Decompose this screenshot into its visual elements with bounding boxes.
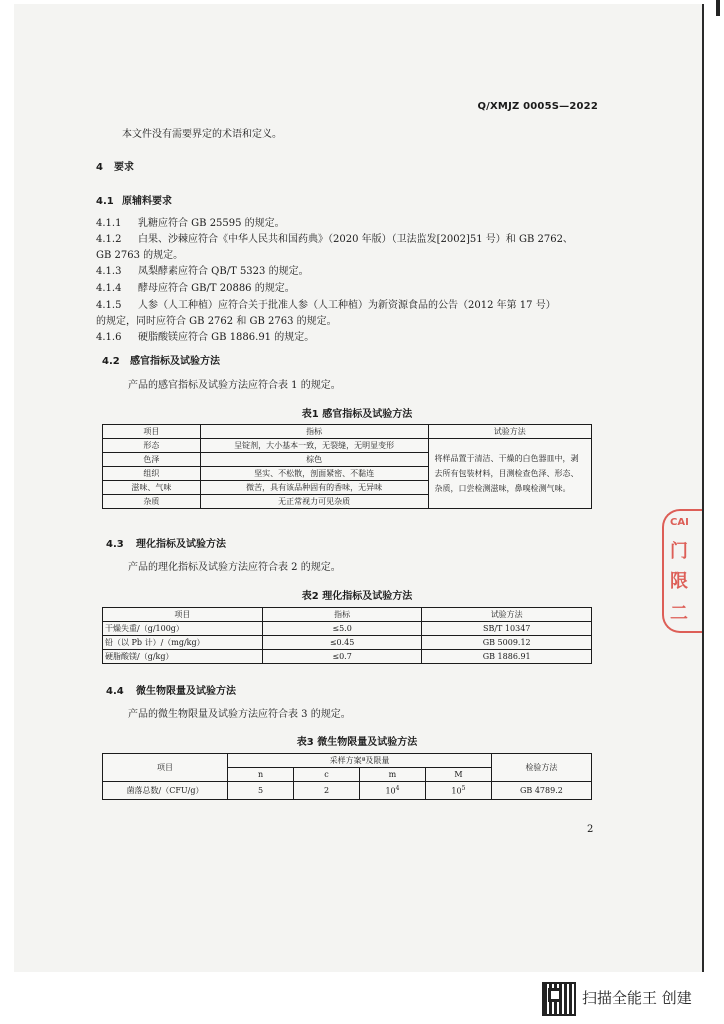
stamp-char: 限	[670, 571, 688, 592]
scan-edge-mark	[716, 0, 720, 16]
section-4-1-number: 4.1	[96, 196, 114, 207]
section-4-4-title: 微生物限量及试验方法	[136, 686, 236, 697]
qr-code-icon	[542, 982, 576, 1016]
section-4-1-title: 原辅料要求	[122, 196, 172, 207]
table-1-row-value: 呈锭剂，大小基本一致，无裂缝，无明显变形	[200, 439, 428, 453]
table-2-physicochemical	[102, 607, 592, 664]
table-3-m-base: 10	[385, 786, 396, 796]
section-4-number: 4	[96, 162, 103, 173]
page-number: 2	[587, 824, 594, 835]
table-2-caption: 表2 理化指标及试验方法	[301, 591, 413, 602]
table-1-header-item: 项目	[103, 425, 201, 439]
clause-4-1-6-text: 硬脂酸镁应符合 GB 1886.91 的规定。	[138, 332, 315, 343]
clause-4-1-2-text: 白果、沙棘应符合《中华人民共和国药典》（2020 年版）（卫法监发[2002]51 号）和 GB 2762、	[138, 234, 573, 245]
table-2-row-method: GB 1886.91	[422, 650, 592, 664]
table-3-M-exp: 5	[461, 785, 466, 793]
table-1-row-value: 坚实、不松散，剖面紧密、不黏连	[200, 467, 428, 481]
table-3-row-c: 2	[294, 782, 360, 800]
section-4-title: 要求	[114, 162, 134, 173]
table-3-caption: 表3 微生物限量及试验方法	[296, 737, 418, 748]
table-1-row-item: 组织	[103, 467, 201, 481]
stamp-char: 二	[670, 603, 688, 624]
red-seal-stamp	[662, 509, 702, 633]
table-3-row-method: GB 4789.2	[491, 782, 591, 800]
table-2-row-item: 硬脂酸镁/（g/kg）	[103, 650, 263, 664]
table-1-row-value: 微苦，具有该品种固有的香味，无异味	[200, 481, 428, 495]
scanner-watermark	[542, 982, 712, 1012]
table-3-header-item: 项目	[103, 754, 228, 782]
intro-text: 本文件没有需要界定的术语和定义。	[122, 129, 282, 140]
table-2-header-item: 项目	[103, 608, 263, 622]
table-2-header-method: 试验方法	[422, 608, 592, 622]
clause-4-1-5-text: 人参（人工种植）应符合关于批准人参（人工种植）为新资源食品的公告（2012 年第 17 号）	[138, 300, 556, 311]
section-4-2-number: 4.2	[102, 356, 120, 367]
table-2-header-value: 指标	[262, 608, 422, 622]
clause-4-1-2-number: 4.1.2	[96, 234, 122, 245]
table-3-subheader-m: m	[359, 768, 425, 782]
table-2-row-value: ≤0.7	[262, 650, 422, 664]
table-2-row-value: ≤0.45	[262, 636, 422, 650]
table-2-row-value: ≤5.0	[262, 622, 422, 636]
section-4-3-title: 理化指标及试验方法	[136, 539, 226, 550]
section-4-2-text: 产品的感官指标及试验方法应符合表 1 的规定。	[128, 380, 341, 391]
clause-4-1-3-text: 凤梨酵素应符合 QB/T 5323 的规定。	[138, 266, 309, 277]
clause-4-1-1-number: 4.1.1	[96, 218, 122, 229]
section-4-3-text: 产品的理化指标及试验方法应符合表 2 的规定。	[128, 562, 341, 573]
clause-4-1-5-number: 4.1.5	[96, 300, 122, 311]
clause-4-1-5-text-cont: 的规定，同时应符合 GB 2762 和 GB 2763 的规定。	[96, 316, 337, 327]
table-3-M-base: 10	[451, 786, 462, 796]
table-3-header-plan: 采样方案ª及限量	[228, 754, 492, 768]
table-1-header-method: 试验方法	[428, 425, 591, 439]
table-1-row-item: 色泽	[103, 453, 201, 467]
table-1-sensory	[102, 424, 592, 509]
scanner-brand: 扫描全能王 创建	[582, 989, 692, 1007]
stamp-char: CAI	[670, 517, 689, 528]
table-1-row-value: 棕色	[200, 453, 428, 467]
table-2-row-item: 铅（以 Pb 计）/（mg/kg）	[103, 636, 263, 650]
table-2-row-item: 干燥失重/（g/100g）	[103, 622, 263, 636]
table-3-subheader-n: n	[228, 768, 294, 782]
clause-4-1-3-number: 4.1.3	[96, 266, 122, 277]
section-4-3-number: 4.3	[106, 539, 124, 550]
table-2-row-method: SB/T 10347	[422, 622, 592, 636]
table-1-method-cell: 将样品置于清洁、干燥的白色器皿中，剥去所有包装材料，目测检查色泽、形态、杂质，口尝检测滋味，鼻嗅检测气味。	[428, 439, 591, 509]
table-3-subheader-M: M	[425, 768, 491, 782]
table-3-row-M	[425, 782, 491, 800]
table-3-row-n: 5	[228, 782, 294, 800]
section-4-4-number: 4.4	[106, 686, 124, 697]
table-3-header-method: 检验方法	[491, 754, 591, 782]
section-4-4-text: 产品的微生物限量及试验方法应符合表 3 的规定。	[128, 709, 351, 720]
clause-4-1-6-number: 4.1.6	[96, 332, 122, 343]
table-3-row-item: 菌落总数/（CFU/g）	[103, 782, 228, 800]
table-3-m-exp: 4	[395, 785, 400, 793]
document-page	[14, 4, 704, 972]
table-1-row-item: 杂质	[103, 495, 201, 509]
stamp-char: 门	[670, 541, 688, 562]
clause-4-1-4-number: 4.1.4	[96, 283, 122, 294]
table-3-row-m	[359, 782, 425, 800]
table-1-header-value: 指标	[200, 425, 428, 439]
table-1-row-item: 形态	[103, 439, 201, 453]
table-2-row-method: GB 5009.12	[422, 636, 592, 650]
table-3-microbial	[102, 753, 592, 800]
table-1-row-value: 无正常视力可见杂质	[200, 495, 428, 509]
document-number: Q/XMJZ 0005S—2022	[477, 101, 598, 112]
clause-4-1-4-text: 酵母应符合 GB/T 20886 的规定。	[138, 283, 295, 294]
clause-4-1-1-text: 乳糖应符合 GB 25595 的规定。	[138, 218, 285, 229]
clause-4-1-2-text-cont: GB 2763 的规定。	[96, 250, 184, 261]
table-1-caption: 表1 感官指标及试验方法	[301, 409, 413, 420]
section-4-2-title: 感官指标及试验方法	[130, 356, 220, 367]
table-1-row-item: 滋味、气味	[103, 481, 201, 495]
table-3-subheader-c: c	[294, 768, 360, 782]
